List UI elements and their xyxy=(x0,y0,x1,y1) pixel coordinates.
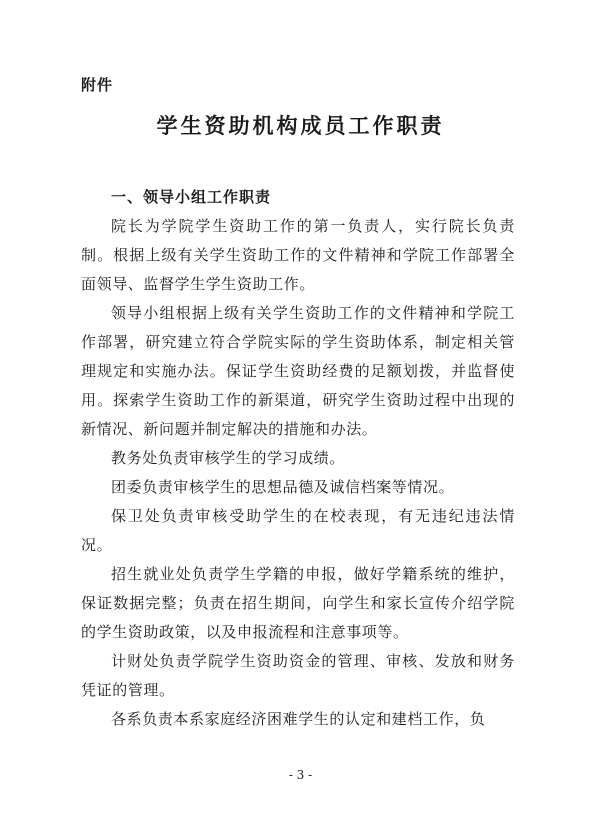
document-body xyxy=(81,182,515,734)
document-title: 学生资助机构成员工作职责 xyxy=(156,114,445,138)
paragraph: 保卫处负责审核受助学生的在校表现，有无违纪违法情况。 xyxy=(81,507,515,554)
paragraph: 各系负责本系家庭经济困难学生的认定和建档工作，负 xyxy=(111,710,486,728)
paragraph: 团委负责审核学生的思想品德及诚信档案等情况。 xyxy=(111,478,455,496)
page-number: - 3 - xyxy=(288,768,313,782)
paragraph: 教务处负责审核学生的学习成绩。 xyxy=(111,449,346,467)
paragraph: 招生就业处负责学生学籍的申报，做好学籍系统的维护，保证数据完整；负责在招生期间，向学生和家长宣传介绍学院的学生资助政策，以及申报流程和注意事项等。 xyxy=(81,565,515,641)
paragraph: 领导小组根据上级有关学生资助工作的文件精神和学院工作部署，研究建立符合学院实际的学生资助体系，制定相关管理规定和实施办法。保证学生资助经费的足额划拨，并监督使用。探索学生资助工作的新渠道，研究学生资助过程中出现的新情况、新问题并制定解决的措施和办法。 xyxy=(81,304,515,438)
section-heading: 一、领导小组工作职责 xyxy=(111,188,272,206)
attachment-label: 附件 xyxy=(81,76,114,94)
paragraph: 计财处负责学院学生资助资金的管理、审核、发放和财务凭证的管理。 xyxy=(81,652,515,699)
paragraph: 院长为学院学生资助工作的第一负责人，实行院长负责制。根据上级有关学生资助工作的文件精神和学院工作部署全面领导、监督学生学生资助工作。 xyxy=(81,217,515,293)
